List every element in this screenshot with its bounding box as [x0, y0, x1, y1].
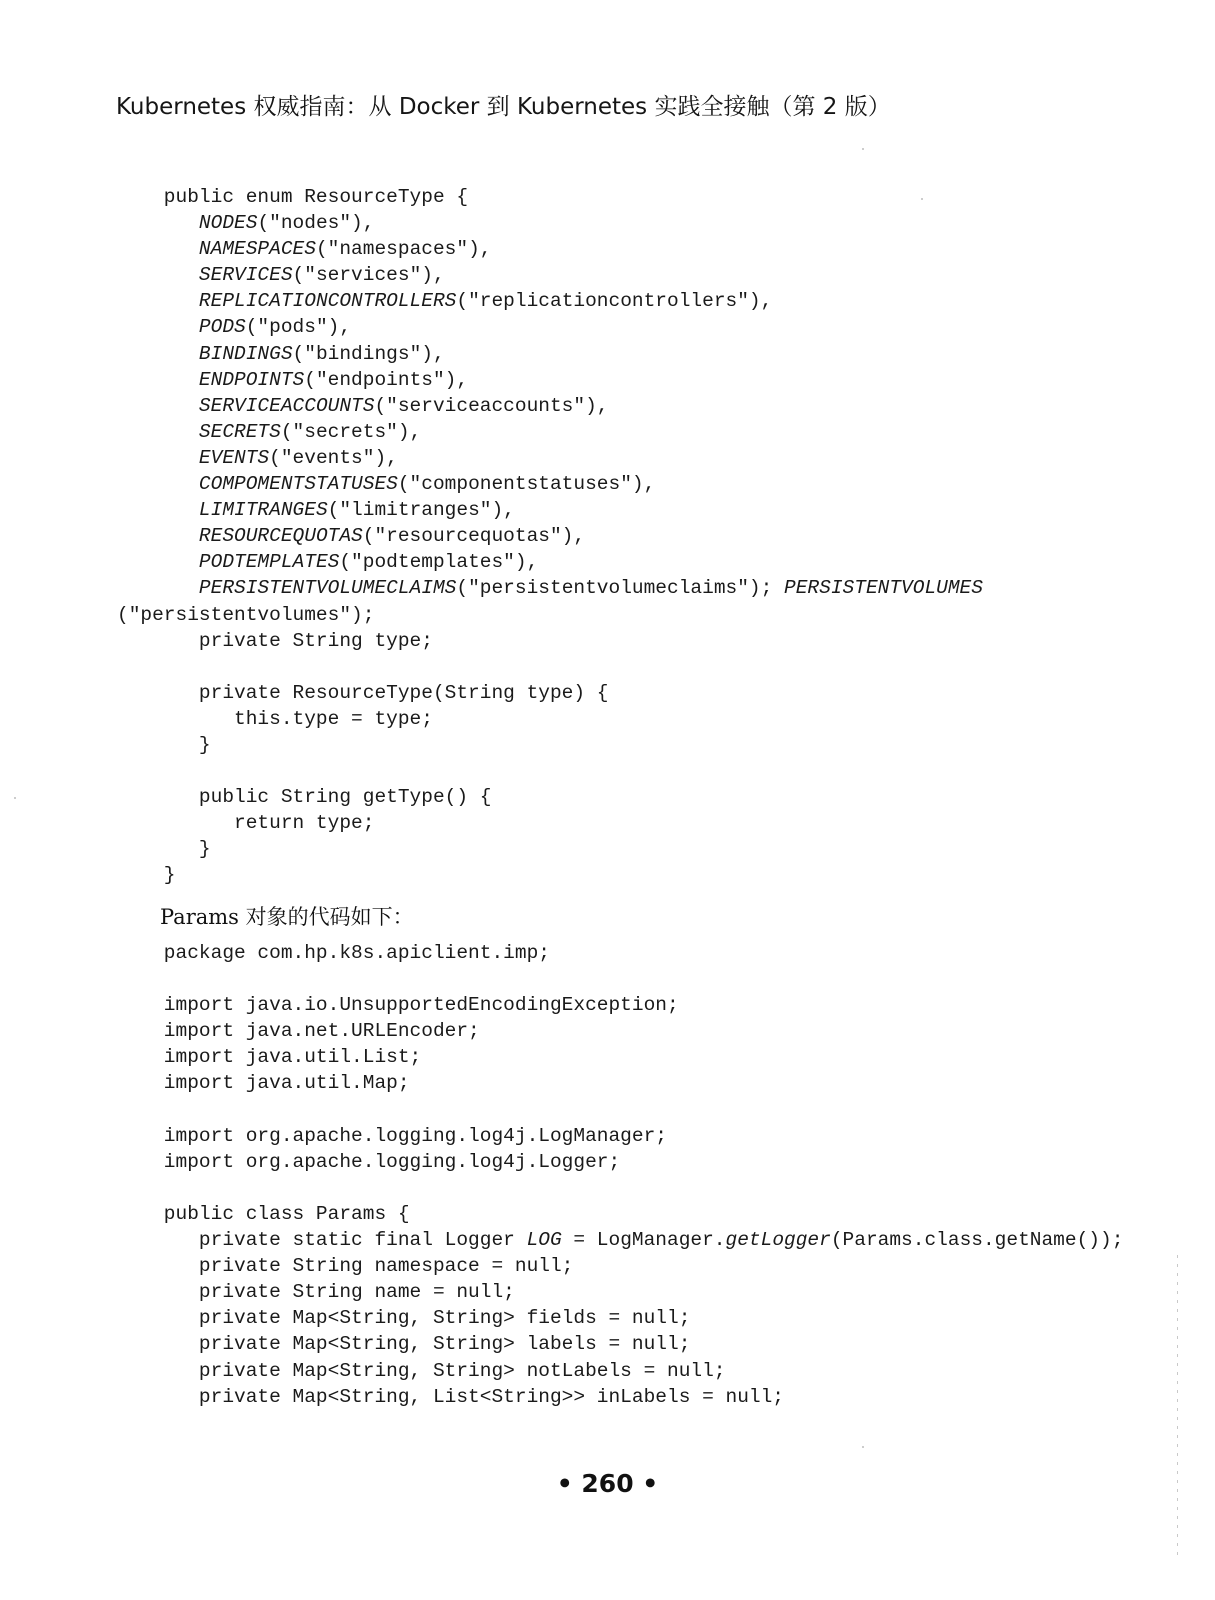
code-line [0, 940, 1215, 966]
code-text: import org.apache.logging.log4j.LogManager; [117, 1124, 667, 1147]
code-text: private Map<String, String> fields = null; [117, 1307, 691, 1330]
code-identifier: LIMITRANGES [198, 499, 328, 522]
code-line [0, 810, 1215, 836]
code-text [117, 499, 199, 521]
code-identifier: RESOURCEQUOTAS [198, 525, 363, 548]
code-line [0, 575, 1215, 601]
code-text: import org.apache.logging.log4j.Logger; [117, 1150, 621, 1173]
code-line [0, 836, 1215, 862]
code-text: ("podtemplates"), [339, 551, 539, 574]
scan-edge-rule [1177, 1255, 1178, 1555]
code-identifier: getLogger [725, 1229, 831, 1252]
scan-speck [862, 148, 864, 150]
code-text: private ResourceType(String type) { [117, 681, 609, 704]
code-text: private Map<String, List<String>> inLabels = null; [117, 1385, 785, 1408]
code-text [117, 473, 199, 495]
code-line [0, 706, 1215, 732]
code-text: public String getType() { [117, 786, 492, 809]
code-text [117, 264, 199, 286]
code-line [0, 732, 1215, 758]
code-line [0, 1201, 1215, 1227]
code-line [0, 341, 1215, 367]
code-block-resource-type [0, 184, 1215, 889]
code-line [0, 862, 1215, 888]
code-identifier: NODES [198, 212, 258, 235]
code-text [117, 421, 199, 443]
code-identifier: LOG [526, 1229, 562, 1252]
code-line [0, 1358, 1215, 1384]
code-text [117, 316, 199, 338]
code-identifier: REPLICATIONCONTROLLERS [198, 290, 457, 313]
code-line [0, 1227, 1215, 1253]
code-line [0, 1384, 1215, 1410]
code-line [0, 628, 1215, 654]
code-line [0, 497, 1215, 523]
code-text [117, 525, 199, 547]
code-line [0, 1305, 1215, 1331]
code-identifier: SERVICEACCOUNTS [198, 394, 375, 417]
code-identifier: NAMESPACES [198, 238, 316, 261]
code-text: import java.net.URLEncoder; [117, 1020, 480, 1043]
code-text: ("namespaces"), [315, 238, 492, 261]
code-line [0, 1097, 1215, 1123]
code-line [0, 758, 1215, 784]
code-text: this.type = type; [117, 707, 433, 730]
code-text: private static final Logger [117, 1229, 527, 1252]
code-text: } [117, 733, 211, 756]
code-line [0, 602, 1215, 628]
code-text: ("persistentvolumes"); [117, 603, 375, 626]
code-text [117, 447, 199, 469]
code-text: ("pods"), [245, 316, 352, 339]
code-identifier: SERVICES [198, 264, 293, 287]
code-text: public enum ResourceType { [117, 186, 469, 208]
code-text: ("services"), [292, 264, 445, 287]
scan-speck [14, 797, 16, 799]
code-line [0, 654, 1215, 680]
code-text: private String type; [117, 629, 433, 652]
code-text: import java.util.Map; [117, 1072, 410, 1095]
code-text: ("events"), [269, 446, 398, 469]
code-text [117, 343, 199, 365]
running-head: Kubernetes 权威指南：从 Docker 到 Kubernetes 实践全接触（第 2 版） [116, 94, 891, 120]
code-text: ("secrets"), [280, 420, 422, 443]
code-text: } [117, 864, 176, 887]
code-line [0, 419, 1215, 445]
code-line [0, 1018, 1215, 1044]
code-line [0, 1175, 1215, 1201]
code-line [0, 367, 1215, 393]
code-text [117, 290, 199, 312]
code-identifier: ENDPOINTS [198, 368, 305, 391]
code-identifier: SECRETS [198, 420, 281, 443]
code-line [0, 445, 1215, 471]
code-text: ("persistentvolumeclaims"); [456, 577, 785, 600]
code-line [0, 1279, 1215, 1305]
code-line [0, 1331, 1215, 1357]
page-number: • 260 • [556, 1469, 659, 1498]
code-text: private Map<String, String> labels = null; [117, 1333, 691, 1356]
code-text [117, 212, 199, 234]
code-line [0, 236, 1215, 262]
code-block-params [0, 940, 1215, 1410]
code-identifier: PERSISTENTVOLUMECLAIMS [198, 577, 457, 600]
code-identifier: PODTEMPLATES [198, 551, 340, 574]
code-line [0, 184, 1215, 210]
code-line [0, 966, 1215, 992]
code-text: ("resourcequotas"), [362, 525, 586, 548]
code-line [0, 1253, 1215, 1279]
code-text [117, 395, 199, 417]
code-text: private String name = null; [117, 1281, 515, 1304]
scan-speck [921, 198, 923, 200]
code-line [0, 992, 1215, 1018]
code-text: ("nodes"), [257, 212, 375, 235]
code-text: public class Params { [117, 1202, 410, 1225]
code-text: ("replicationcontrollers"), [456, 290, 773, 313]
code-text: return type; [117, 812, 375, 835]
code-line [0, 680, 1215, 706]
code-text: import java.util.List; [117, 1046, 422, 1069]
code-line [0, 784, 1215, 810]
scan-speck [862, 1446, 864, 1448]
code-text: } [117, 838, 211, 861]
code-line [0, 549, 1215, 575]
code-line [0, 288, 1215, 314]
code-text: ("serviceaccounts"), [374, 394, 609, 417]
code-line [0, 314, 1215, 340]
code-text [117, 369, 199, 391]
code-text: ("bindings"), [292, 342, 445, 365]
code-text: (Params.class.getName()); [830, 1229, 1124, 1252]
code-text [117, 238, 199, 260]
code-line [0, 1044, 1215, 1070]
code-line [0, 523, 1215, 549]
code-line [0, 210, 1215, 236]
code-text: ("limitranges"), [327, 499, 515, 522]
code-identifier: PERSISTENTVOLUMES [784, 577, 983, 600]
code-identifier: BINDINGS [198, 342, 293, 365]
code-text: private String namespace = null; [117, 1255, 574, 1278]
code-text: private Map<String, String> notLabels = null; [117, 1359, 726, 1382]
code-identifier: PODS [198, 316, 246, 339]
code-line [0, 1149, 1215, 1175]
code-text [117, 551, 199, 573]
code-line [0, 1070, 1215, 1096]
code-identifier: COMPOMENTSTATUSES [198, 473, 398, 496]
code-text: ("componentstatuses"), [397, 473, 656, 496]
code-identifier: EVENTS [198, 446, 270, 469]
code-line [0, 471, 1215, 497]
code-text [117, 577, 199, 599]
prose-line: Params 对象的代码如下： [160, 905, 414, 929]
code-line [0, 1123, 1215, 1149]
code-text: ("endpoints"), [304, 368, 469, 391]
code-text: = LogManager. [561, 1229, 726, 1252]
code-text: package com.hp.k8s.apiclient.imp; [117, 942, 550, 964]
code-text: import java.io.UnsupportedEncodingException; [117, 994, 679, 1017]
code-line [0, 262, 1215, 288]
code-line [0, 393, 1215, 419]
